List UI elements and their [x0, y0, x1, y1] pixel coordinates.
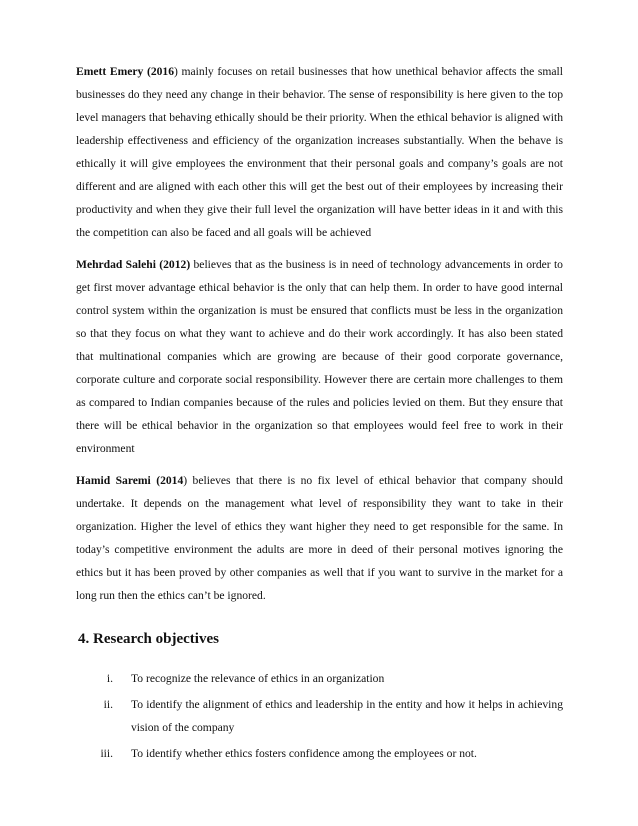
author-citation: Hamid Saremi (2014	[76, 474, 184, 487]
objectives-list	[76, 667, 563, 765]
document-page	[76, 60, 563, 768]
list-item	[76, 693, 563, 739]
list-item	[76, 667, 563, 690]
paragraph-text: ) mainly focuses on retail businesses that how unethical behavior affects the small businesses do they need any change in their behavior. The sense of responsibility is here given to the top level managers that behaving ethically should be their priority. When the ethical behavior is aligned with leadership effectiveness and efficiency of the organization increases substantially. When the behave is ethically it will give employees the environment that their personal goals and company’s goals are not different and are aligned with each other this will get the best out of their employees by increasing their productivity and when they give their full level the organization will have better ideas in it and with this the competition can also be faced and all goals will be achieved	[76, 65, 563, 239]
section-heading: 4. Research objectives	[78, 631, 219, 647]
item-number: ii.	[103, 698, 113, 711]
item-text: To recognize the relevance of ethics in an organization	[131, 672, 385, 685]
paragraph-mehrdad-salehi	[76, 253, 563, 460]
list-item	[76, 742, 563, 765]
paragraph-text: believes that as the business is in need of technology advancements in order to get first mover advantage ethical behavior is the only that can help them. In order to have good internal control system within the organization is must be ensured that conflicts must be less in the organization so that they focus on what they want to achieve and do their work accordingly. It has also been stated that multinational companies which are growing are because of their good corporate governance, corporate culture and corporate social responsibility. However there are certain more challenges to them as compared to Indian companies because of the rules and policies levied on them. But they ensure that there will be ethical behavior in the organization so that employees would feel free to work in their environment	[76, 258, 563, 455]
paragraph-emett-emery	[76, 60, 563, 244]
paragraph-hamid-saremi	[76, 469, 563, 607]
item-number: iii.	[100, 747, 113, 760]
paragraph-text: ) believes that there is no fix level of ethical behavior that company should undertake. It depends on the management what level of responsibility they want to take in their organization. Higher the level of ethics they want higher they need to get responsible for the same. In today’s competitive environment the adults are more in deed of their personal motives ignoring the ethics but it has been proved by other companies as well that if you want to survive in the market for a long run then the ethics can’t be ignored.	[76, 474, 563, 602]
item-number: i.	[106, 672, 113, 685]
author-citation: Mehrdad Salehi (2012)	[76, 258, 191, 271]
item-text: To identify whether ethics fosters confidence among the employees or not.	[131, 747, 477, 760]
item-text: To identify the alignment of ethics and leadership in the entity and how it helps in achieving vision of the company	[131, 698, 563, 734]
author-citation: Emett Emery (2016	[76, 65, 175, 78]
